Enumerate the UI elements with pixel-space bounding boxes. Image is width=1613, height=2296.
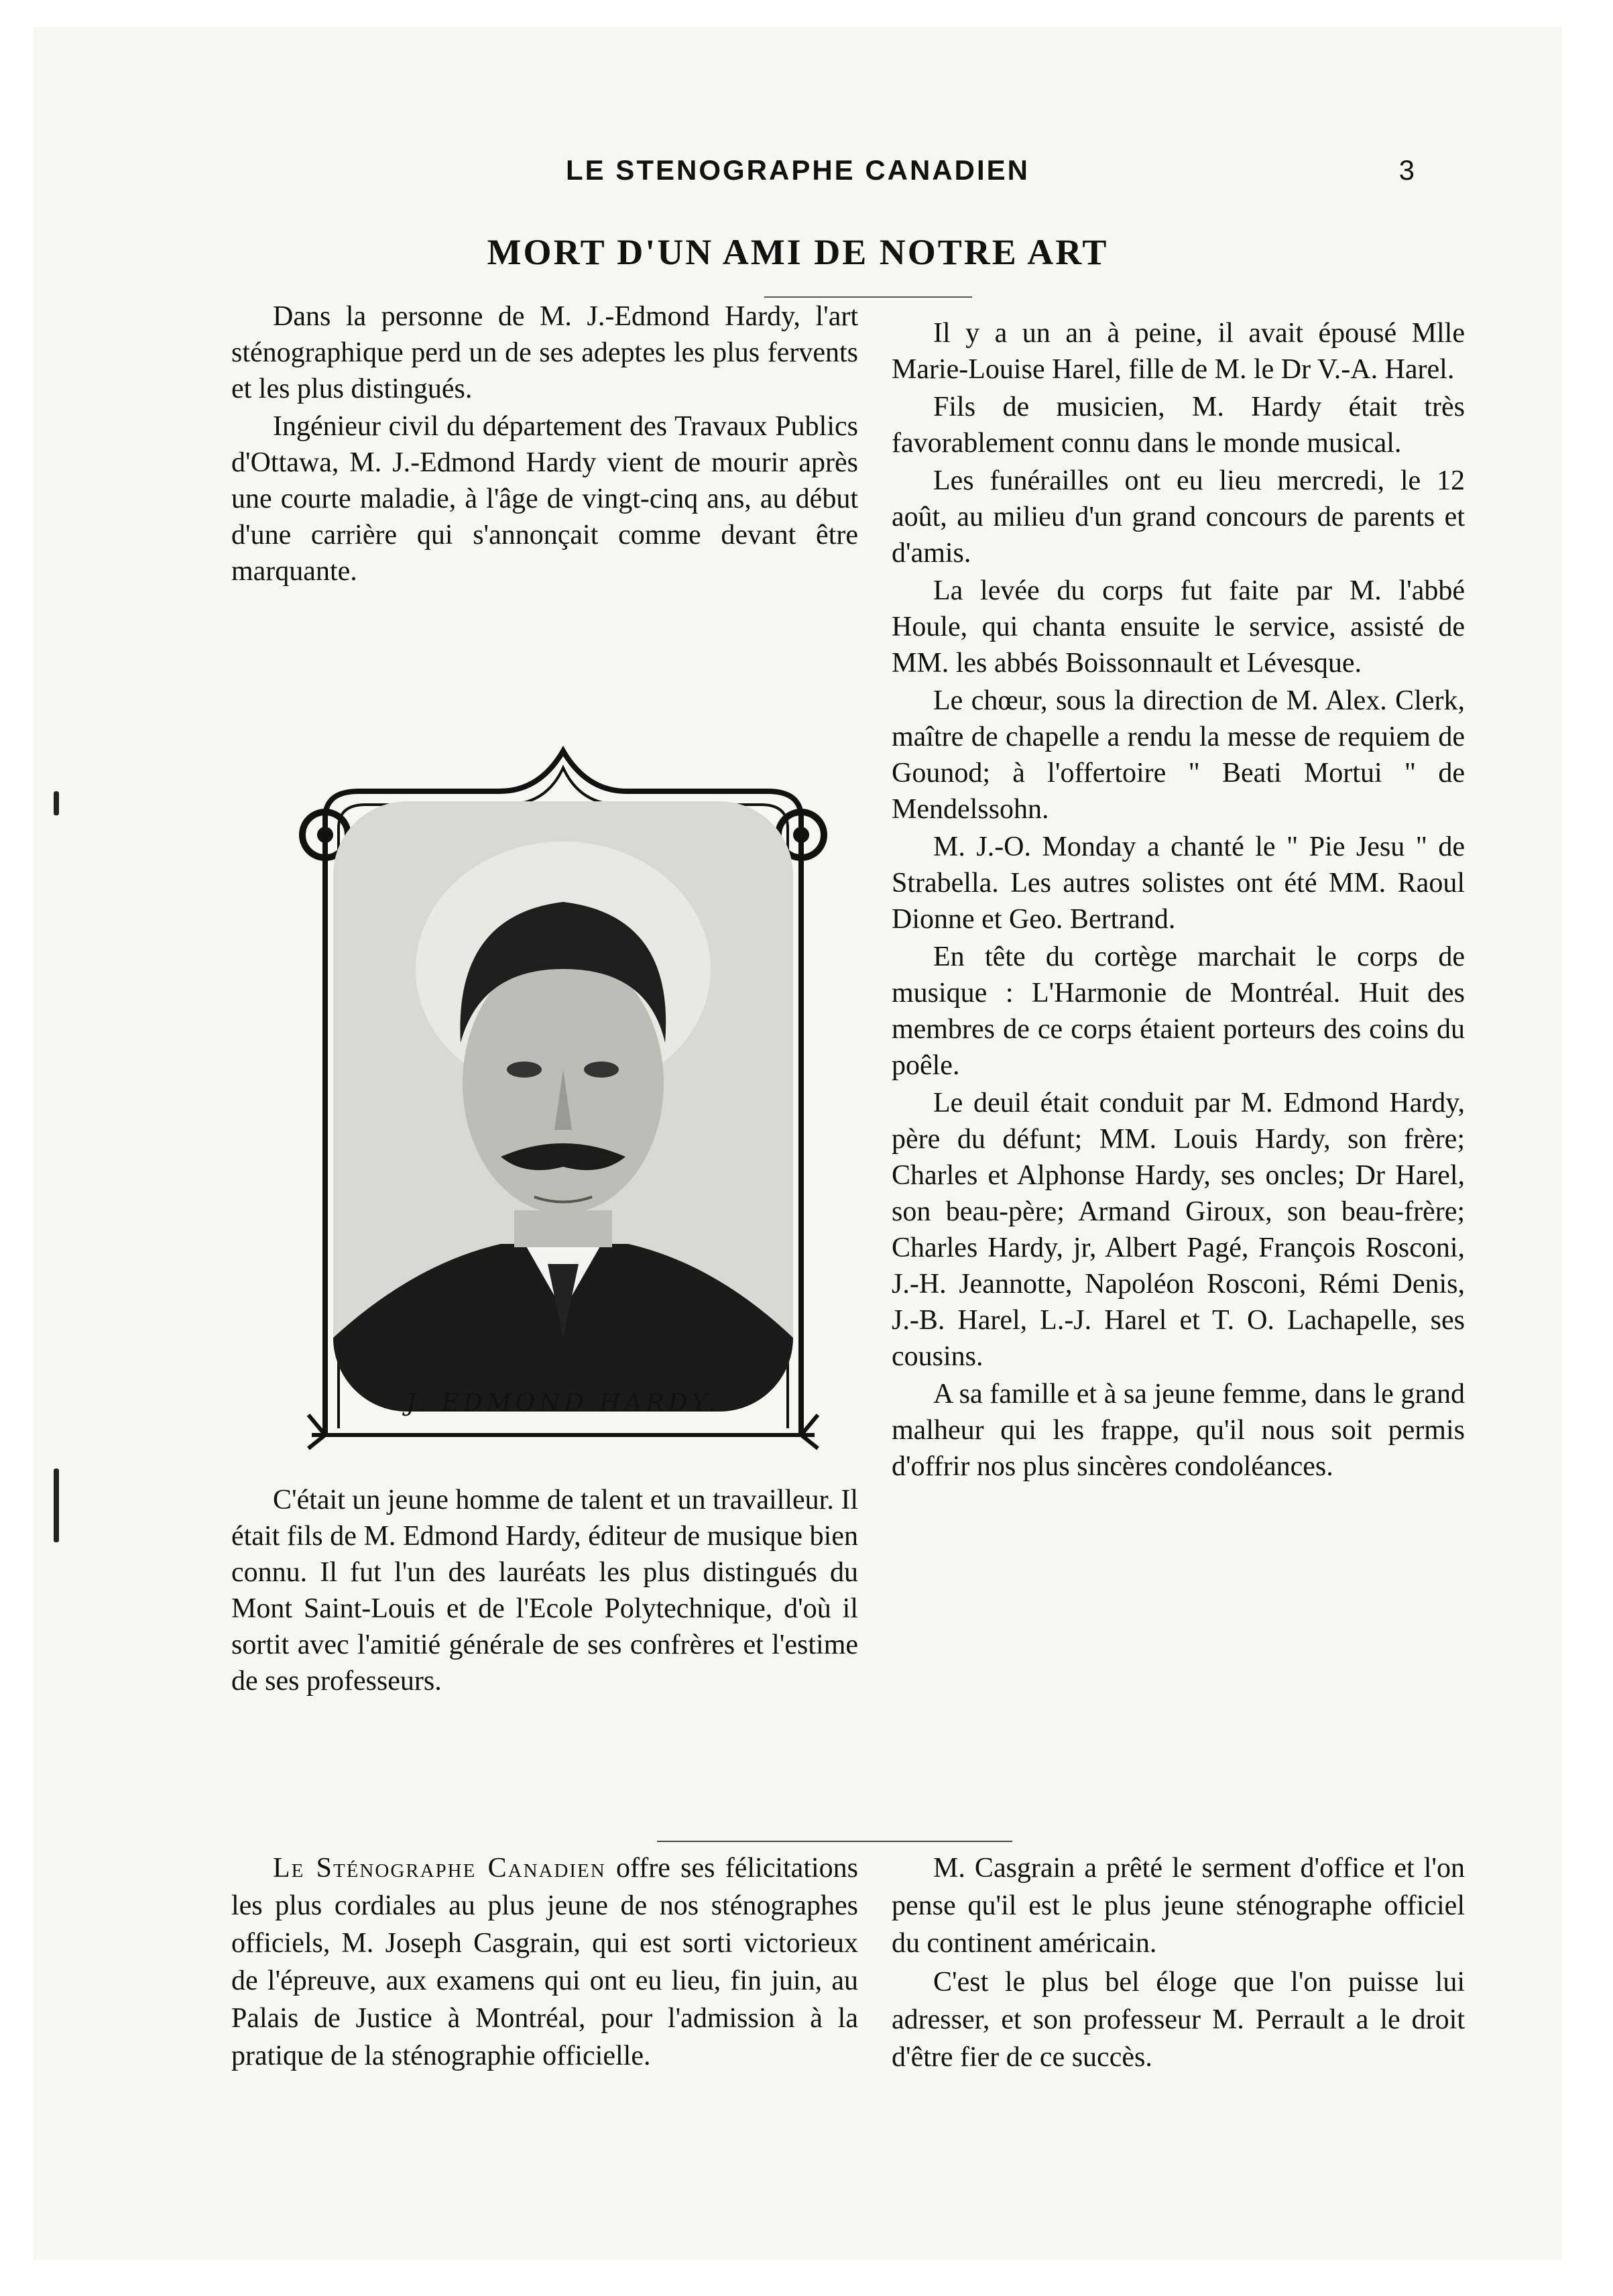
paragraph: C'est le plus bel éloge que l'on puisse lui adresser, et son professeur M. Perrault a le droit d'être fier de ce succès.: [892, 1967, 1465, 2073]
page-number: 3: [1398, 154, 1415, 186]
publication-name: Le Sténographe Canadien: [273, 1853, 606, 1884]
left-column-continued: [231, 1482, 858, 1699]
paragraph: Le chœur, sous la direction de M. Alex. Clerk, maître de chapelle a rendu la messe de requiem de Gounod; à l'offertoire " Beati Mortui " de Mendelssohn.: [892, 685, 1465, 825]
title-rule: [764, 296, 972, 298]
paragraph: M. J.-O. Monday a chanté le " Pie Jesu " de Strabella. Les autres solistes ont été MM. Raoul Dionne et Geo. Bertrand.: [892, 831, 1465, 935]
photo-caption: J. EDMOND HARDY.: [406, 1389, 720, 1417]
left-column-intro: [231, 298, 858, 589]
paragraph: La levée du corps fut faite par M. l'abbé Houle, qui chanta ensuite le service, assisté de MM. les abbés Boissonnault et Lévesque.: [892, 575, 1465, 679]
portrait-image: [333, 801, 793, 1412]
paragraph: En tête du cortège marchait le corps de musique : L'Harmonie de Montréal. Huit des membres de ce corps étaient porteurs des coins du poêle.: [892, 941, 1465, 1081]
paragraph: Le deuil était conduit par M. Edmond Hardy, père du défunt; MM. Louis Hardy, son frère; Charles et Alphonse Hardy, ses oncles; Dr Harel, son beau-père; Armand Giroux, son beau-frère; Charles Hardy, jr, Albert Pagé, François Rosconi, J.-H. Jeannotte, Napoléon Rosconi, Rémi Denis, J.-B. Harel, L.-J. Harel et T. O. Lachapelle, ses cousins.: [892, 1088, 1465, 1372]
portrait-photo: [333, 801, 793, 1412]
section-divider: [657, 1841, 1012, 1842]
page: [34, 27, 1562, 2260]
paragraph: Dans la personne de M. J.-Edmond Hardy, l'art sténographique perd un de ses adeptes les plus fervents et les plus distingués.: [231, 301, 858, 404]
article-title: MORT D'UN AMI DE NOTRE ART: [487, 232, 1109, 272]
notice-text: offre ses félicitations les plus cordiales au plus jeune de nos sténographes officiels, M. Joseph Casgrain, qui est sorti victorieux de l'épreuve, aux examens qui ont eu lieu, fin juin, au Palais de Justice à Montréal, pour l'admission à la pratique de la sténographie officielle.: [231, 1853, 858, 2071]
margin-mark: [54, 1469, 59, 1542]
paragraph: Les funérailles ont eu lieu mercredi, le 12 août, au milieu d'un grand concours de parents et d'amis.: [892, 465, 1465, 569]
notice-left-column: [231, 1849, 858, 2075]
right-column: [892, 315, 1465, 1485]
notice-paragraph: [231, 1849, 858, 2075]
margin-mark: [54, 791, 59, 815]
paragraph: C'était un jeune homme de talent et un travailleur. Il était fils de M. Edmond Hardy, éditeur de musique bien connu. Il fut l'un des lauréats les plus distingués du Mont Saint-Louis et de l'Ecole Polytechnique, d'où il sortit avec l'amitié générale de ses confrères et l'estime de ses professeurs.: [231, 1485, 858, 1697]
running-header: LE STENOGRAPHE CANADIEN: [565, 154, 1030, 186]
portrait-frame: [298, 738, 828, 1452]
paragraph: Ingénieur civil du département des Travaux Publics d'Ottawa, M. J.-Edmond Hardy vient de mourir après une courte maladie, à l'âge de vingt-cinq ans, au début d'une carrière qui s'annonçait comme devant être marquante.: [231, 411, 858, 587]
paragraph: Fils de musicien, M. Hardy était très favorablement connu dans le monde musical.: [892, 392, 1465, 459]
paragraph: Il y a un an à peine, il avait épousé Mlle Marie-Louise Harel, fille de M. le Dr V.-A. Harel.: [892, 318, 1465, 385]
paragraph: M. Casgrain a prêté le serment d'office et l'on pense qu'il est le plus jeune sténographe officiel du continent américain.: [892, 1853, 1465, 1959]
paragraph: A sa famille et à sa jeune femme, dans le grand malheur qui les frappe, qu'il nous soit permis d'offrir nos plus sincères condoléances.: [892, 1379, 1465, 1482]
notice-right-column: [892, 1849, 1465, 2076]
